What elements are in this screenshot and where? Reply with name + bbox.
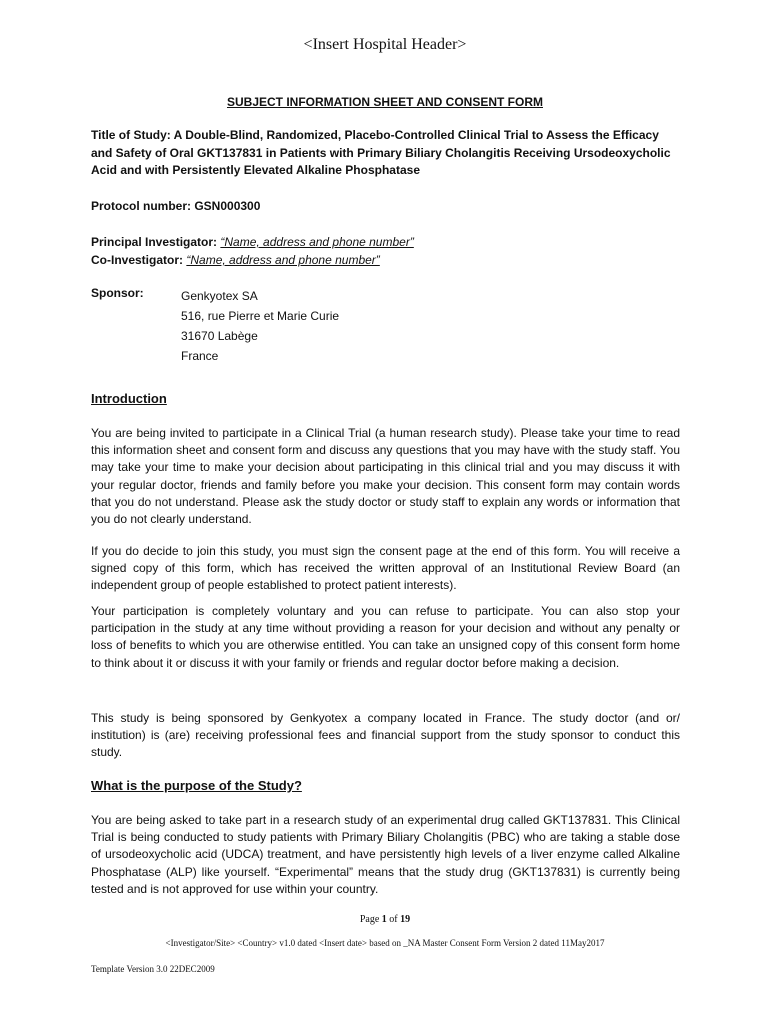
- form-title: SUBJECT INFORMATION SHEET AND CONSENT FORM: [226, 95, 543, 109]
- sponsor-line: 31670 Labège: [181, 329, 258, 343]
- principal-investigator-label: Principal Investigator:: [91, 235, 218, 249]
- principal-investigator-line: [91, 233, 414, 251]
- sponsor-line: 516, rue Pierre et Marie Curie: [181, 309, 340, 323]
- page-total: 19: [400, 914, 411, 925]
- page-prefix: Page: [359, 914, 382, 925]
- footer-template-line: Template Version 3.0 22DEC2009: [91, 964, 215, 974]
- introduction-paragraph-4: This study is being sponsored by Genkyotex a company located in France. The study doctor (and or/ institution) is (are) receiving professional fees and financial support from the study sponsor to conduct this study.: [91, 711, 680, 760]
- page-current: 1: [381, 914, 387, 925]
- purpose-heading: What is the purpose of the Study?: [91, 778, 302, 793]
- page-of: of: [386, 914, 401, 925]
- purpose-paragraph: You are being asked to take part in a research study of an experimental drug called GKT137831. This Clinical Trial is being conducted to study patients with Primary Biliary Cholangitis (PBC) who are taking a stable dose of ursodeoxycholic acid (UDCA) treatment, and have persistently high levels of a liver enzyme called Alkaline Phosphatase (ALP) like yourself. “Experimental” means that the study drug (GKT137831) is currently being tested and is not approved for use within your country.: [91, 813, 680, 896]
- sponsor-line: France: [181, 349, 219, 363]
- sponsor-address: [181, 286, 339, 366]
- investigators-block: [91, 233, 414, 269]
- sponsor-label: Sponsor:: [91, 286, 144, 300]
- introduction-paragraph-1: You are being invited to participate in a Clinical Trial (a human research study). Please take your time to read this information sheet and consent form and discuss any questions that you may have with the study staff. You may take your time to make your decision about participating in this clinical trial and you may discuss it with your regular doctor, friends and family before you make your decision. This consent form may contain words that you do not understand. Please ask the study doctor or study staff to explain any words or information that you do not clearly understand.: [91, 426, 680, 527]
- footer-version-line: <Investigator/Site> <Country> v1.0 dated <Insert date> based on _NA Master Consent Form Version 2 dated 11May2017: [165, 938, 605, 948]
- hospital-header: <Insert Hospital Header>: [303, 36, 467, 53]
- protocol-number: Protocol number: GSN000300: [91, 199, 261, 213]
- co-investigator-line: [91, 251, 414, 269]
- page-number: [0, 914, 770, 925]
- introduction-paragraph-3: Your participation is completely voluntary and you can refuse to participate. You can also stop your participation in the study at any time without providing a reason for your decision and without any penalty or loss of benefits to which you are otherwise entitled. You can take an unsigned copy of this consent form home to think about it or discuss it with your family or friends and regular doctor before making a decision.: [91, 604, 680, 670]
- co-investigator-value: “Name, address and phone number”: [186, 253, 380, 267]
- introduction-paragraph-2: If you do decide to join this study, you must sign the consent page at the end of this form. You will receive a signed copy of this form, which has received the written approval of an Institutional Review Board (an independent group of people established to protect patient interests).: [91, 544, 680, 593]
- study-title: Title of Study: A Double-Blind, Randomized, Placebo-Controlled Clinical Trial to Assess the Efficacy and Safety of Oral GKT137831 in Patients with Primary Biliary Cholangitis Receiving Ursodeoxycholic Acid and with Persistently Elevated Alkaline Phosphatase: [91, 128, 671, 177]
- introduction-heading: Introduction: [91, 391, 167, 406]
- principal-investigator-value: “Name, address and phone number”: [220, 235, 414, 249]
- co-investigator-label: Co-Investigator:: [91, 253, 184, 267]
- sponsor-line: Genkyotex SA: [181, 289, 258, 303]
